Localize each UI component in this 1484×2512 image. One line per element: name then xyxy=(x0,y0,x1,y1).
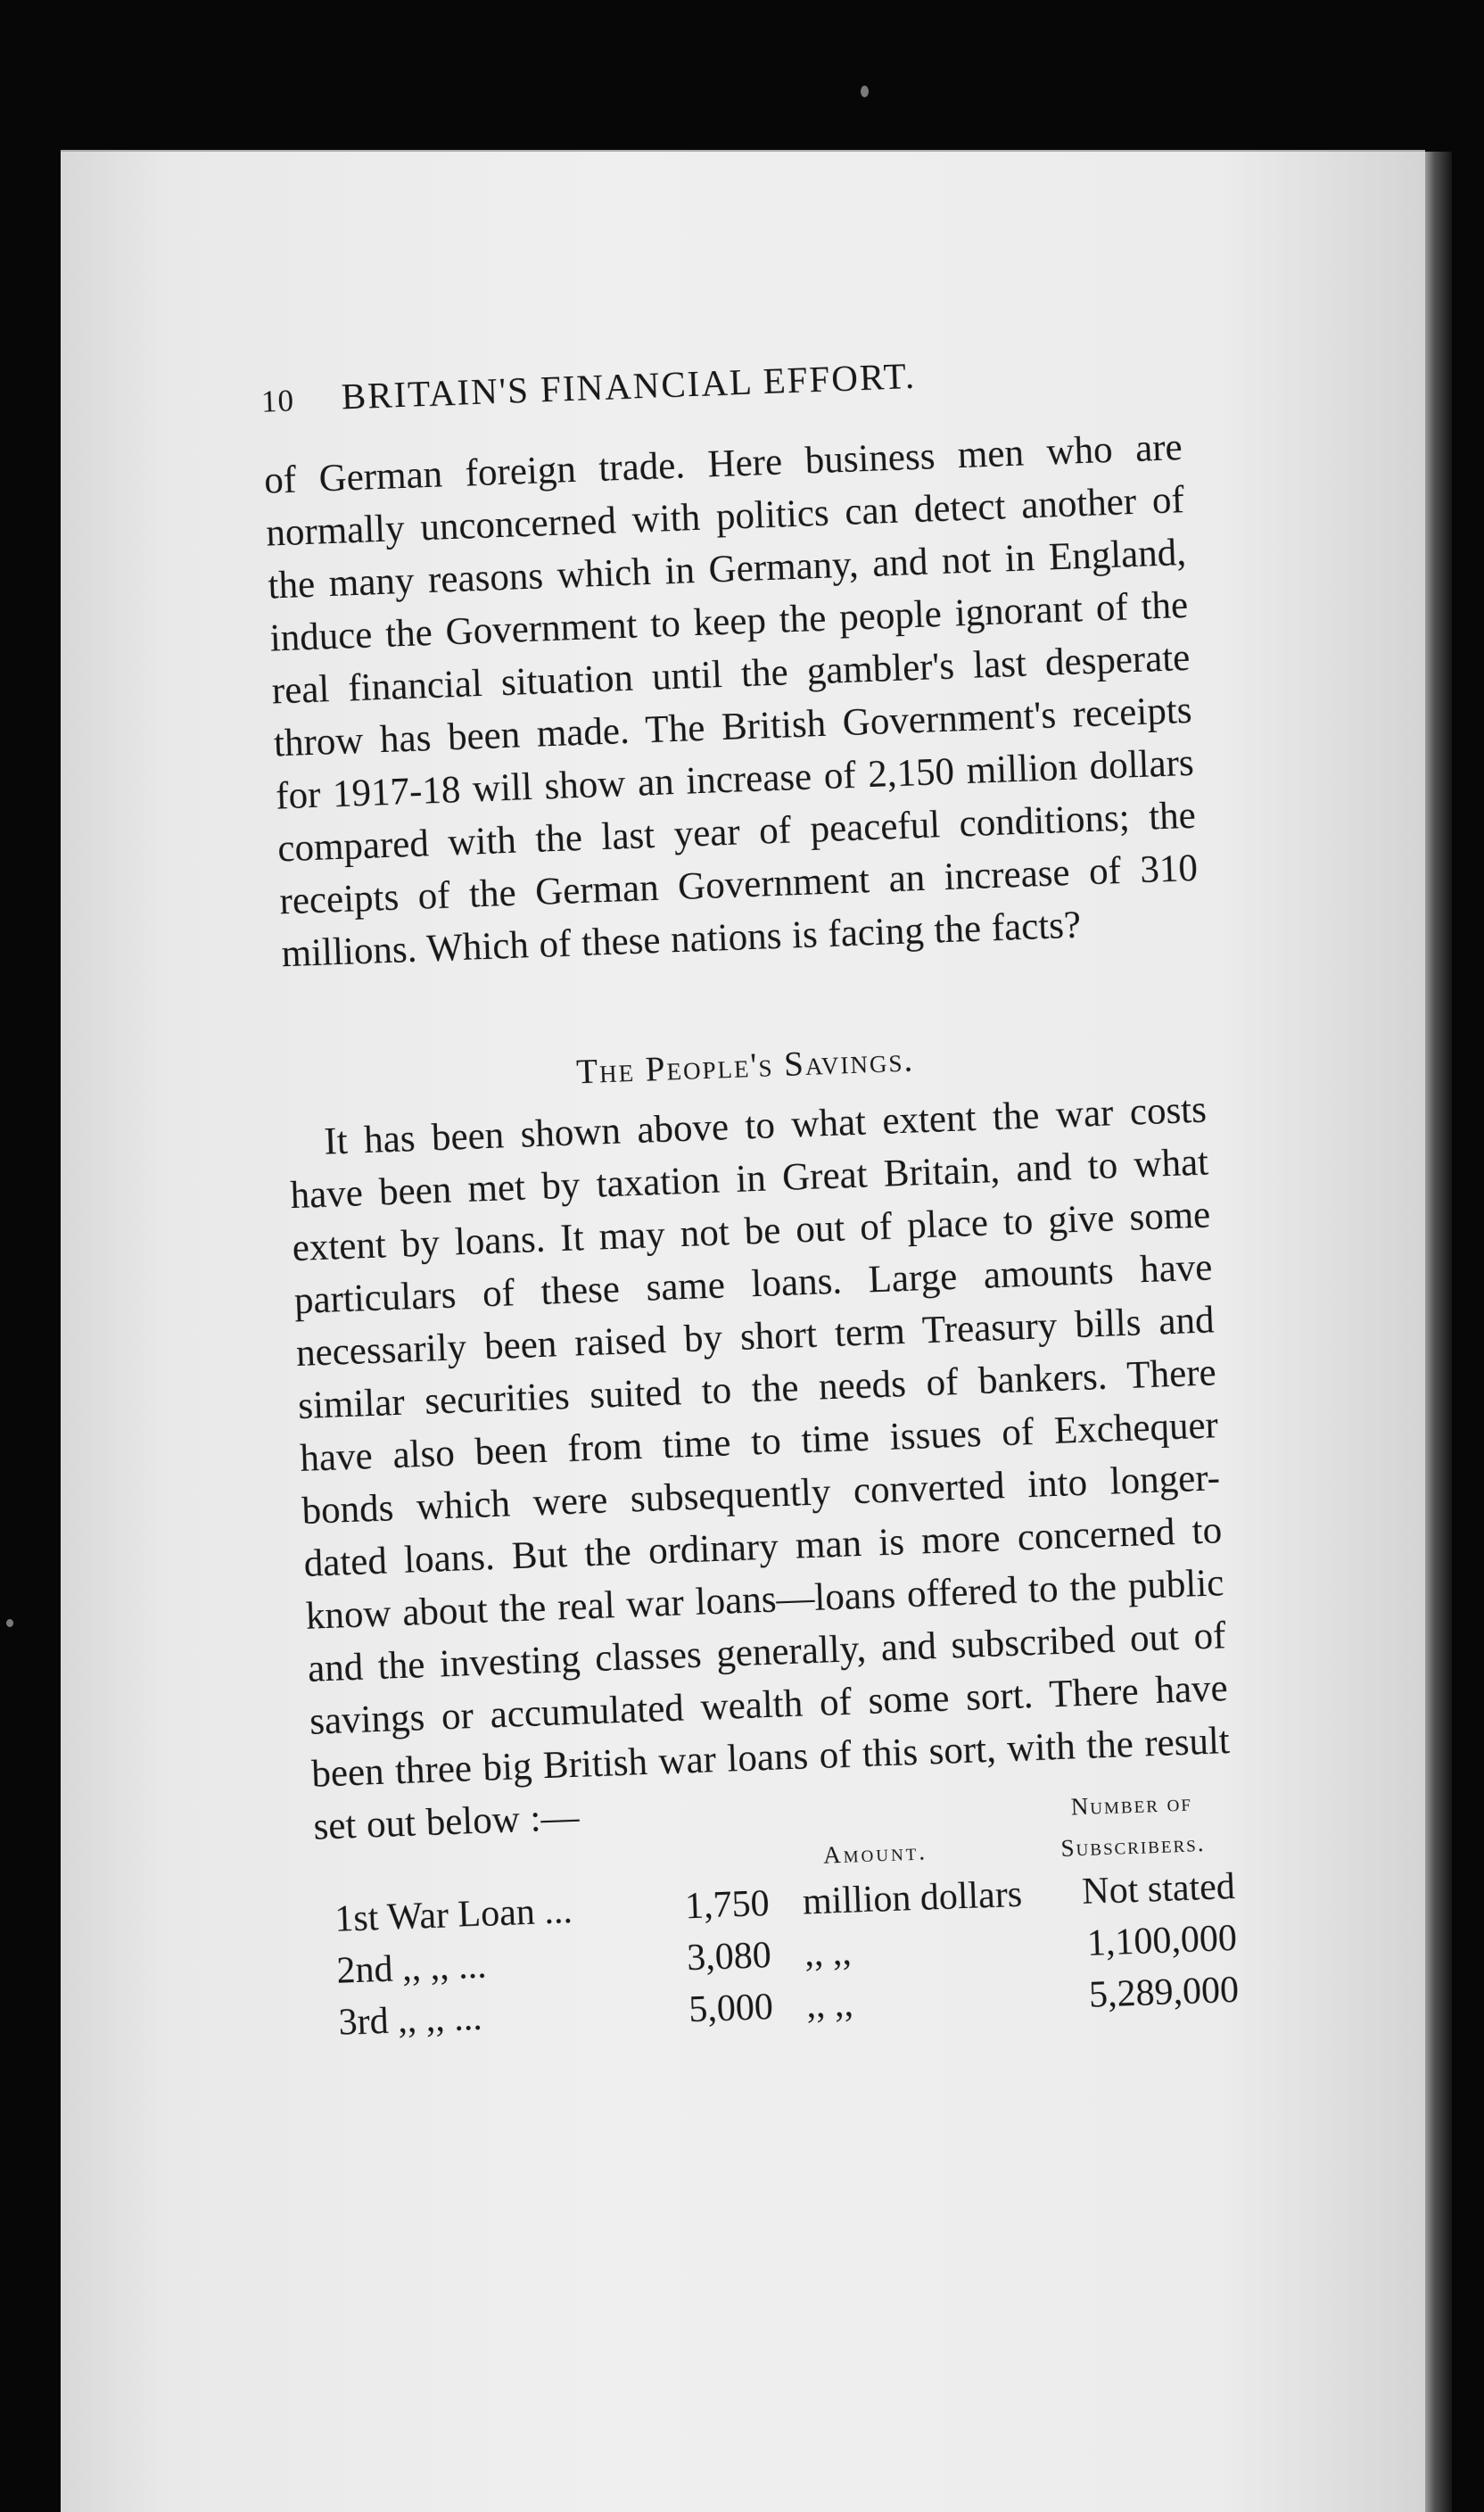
loan-label: 1st War Loan ... xyxy=(334,1890,573,1940)
second-paragraph: It has been shown above to what extent the war costs have been met by taxation in Great Britain, and to what extent by loans. It may not be out of place to give some particulars of these same loans. Large amounts have necessarily been raised by short term Treasury bills and similar securities suited to the needs of bankers. There have also been from time to time issues of Exchequer bonds which were subsequently converted into longer-dated loans. But the ordinary man is more concerned to know about the real war loans—loans offered to the public and the investing classes generally, and subscribed out of savings or accumulated wealth of some sort. There have been three big British war loans of this sort, with the result set out below :— xyxy=(289,1088,1231,1848)
section-heading: The People's Savings. xyxy=(575,1040,915,1092)
loan-amount: 5,000 xyxy=(688,1986,774,2031)
subscriber-count: 1,100,000 xyxy=(1086,1917,1238,1964)
war-loans-table xyxy=(331,1781,1240,2053)
page-number: 10 xyxy=(260,383,295,419)
amount-heading: Amount. xyxy=(822,1838,928,1869)
loan-label: 2nd ,, ,, ... xyxy=(335,1945,488,1992)
subscriber-count: Not stated xyxy=(1081,1865,1236,1913)
subscribers-heading: Number of Subscribers. xyxy=(1060,1789,1206,1862)
loan-amount: 3,080 xyxy=(686,1934,772,1979)
subscriber-count: 5,289,000 xyxy=(1088,1969,1240,2016)
running-title: BRITAIN'S FINANCIAL EFFORT. xyxy=(340,354,917,417)
loan-label: 3rd ,, ,, ... xyxy=(337,1996,483,2044)
first-paragraph: of German foreign trade. Here business men who are normally unconcerned with politics can detect another of the many reasons which in Germany, and not in England, induce the Government to keep the people ignorant of the real financial situation until the gambler's last desperate throw has been made. The British Government's receipts for 1917-18 will show an increase of 2,150 million dollars compared with the last year of peaceful conditions; the receipts of the German Government an increase of 310 millions. Which of these nations is facing the facts? xyxy=(263,426,1199,976)
loan-unit: ,, ,, xyxy=(804,1931,853,1975)
loan-amount: 1,750 xyxy=(684,1883,771,1928)
page-header xyxy=(260,344,1180,421)
loan-unit: million dollars xyxy=(802,1873,1023,1923)
loan-unit: ,, ,, xyxy=(805,1983,854,2027)
